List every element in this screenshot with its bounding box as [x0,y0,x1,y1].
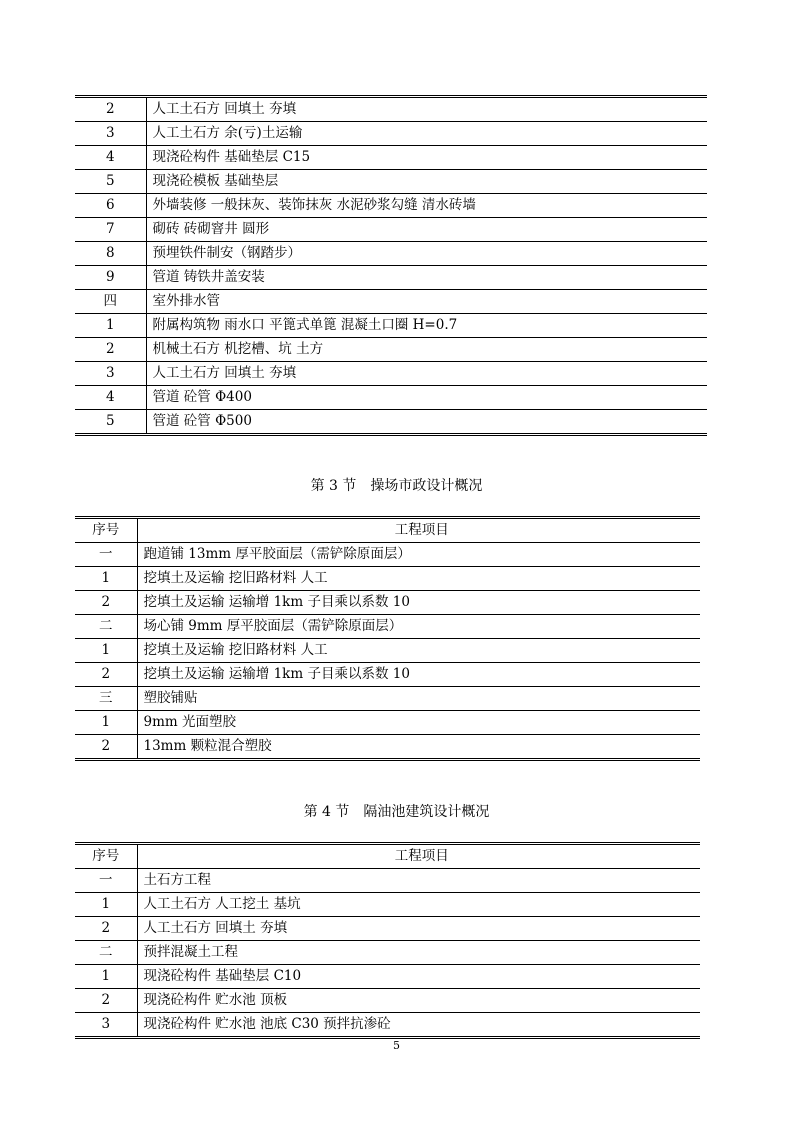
row-item: 13mm 颗粒混合塑胶 [137,735,700,760]
table-header-row [75,518,700,543]
row-seq: 3 [75,1013,137,1038]
row-seq: 5 [75,410,146,435]
row-seq: 二 [75,941,137,965]
row-item: 人工土石方 余(亏)土运输 [146,122,707,146]
row-item: 机械土石方 机挖槽、坑 土方 [146,338,707,362]
row-seq: 2 [75,989,137,1013]
row-item: 外墙装修 一般抹灰、装饰抹灰 水泥砂浆勾缝 清水砖墙 [146,194,707,218]
row-seq: 2 [75,97,146,122]
row-seq: 1 [75,965,137,989]
table-row [75,1013,700,1038]
row-item: 9mm 光面塑胶 [137,711,700,735]
row-item: 预埋铁件制安（钢踏步） [146,242,707,266]
row-item: 管道 铸铁井盖安装 [146,266,707,290]
row-seq: 7 [75,218,146,242]
header-seq: 序号 [75,844,137,869]
row-seq: 1 [75,893,137,917]
header-item: 工程项目 [137,518,700,543]
section-3-title: 第 3 节 操场市政设计概况 [310,478,483,494]
table-row [75,965,700,989]
row-seq: 2 [75,917,137,941]
table-row [75,170,707,194]
row-item: 挖填土及运输 运输增 1km 子目乘以系数 10 [137,663,700,687]
table-row [75,266,707,290]
header-seq: 序号 [75,518,137,543]
row-seq: 2 [75,338,146,362]
table-row [75,146,707,170]
table-row [75,122,707,146]
table-row [75,893,700,917]
row-item: 挖填土及运输 挖旧路材料 人工 [137,639,700,663]
table-row [75,639,700,663]
table-row [75,97,707,122]
row-item: 人工土石方 回填土 夯填 [146,362,707,386]
row-seq: 9 [75,266,146,290]
row-seq: 8 [75,242,146,266]
table-row [75,362,707,386]
oil-separator-items-table [75,842,700,1039]
row-seq: 1 [75,314,146,338]
table-row [75,543,700,567]
row-seq: 四 [75,290,146,314]
table-row [75,386,707,410]
table-row [75,663,700,687]
page-number: 5 [393,1039,400,1052]
table-row [75,869,700,893]
header-item: 工程项目 [137,844,700,869]
row-item: 室外排水管 [146,290,707,314]
row-item: 现浇砼构件 基础垫层 C15 [146,146,707,170]
row-seq: 1 [75,711,137,735]
row-item: 挖填土及运输 挖旧路材料 人工 [137,567,700,591]
table-row [75,410,707,435]
table-header-row [75,844,700,869]
row-item: 跑道铺 13mm 厚平胶面层（需铲除原面层） [137,543,700,567]
table-row [75,711,700,735]
row-seq: 一 [75,869,137,893]
row-seq: 4 [75,386,146,410]
row-item: 附属构筑物 雨水口 平篦式单篦 混凝土口圈 H=0.7 [146,314,707,338]
drainage-items-table [75,95,707,436]
row-seq: 1 [75,567,137,591]
row-seq: 6 [75,194,146,218]
section-4-title: 第 4 节 隔油池建筑设计概况 [303,804,490,820]
table-row [75,567,700,591]
row-item: 管道 砼管 Φ400 [146,386,707,410]
row-item: 场心铺 9mm 厚平胶面层（需铲除原面层） [137,615,700,639]
table-row [75,989,700,1013]
row-item: 土石方工程 [137,869,700,893]
table-row [75,242,707,266]
row-seq: 三 [75,687,137,711]
row-seq: 2 [75,735,137,760]
row-item: 管道 砼管 Φ500 [146,410,707,435]
row-item: 挖填土及运输 运输增 1km 子目乘以系数 10 [137,591,700,615]
table-row [75,314,707,338]
row-item: 塑胶铺贴 [137,687,700,711]
table-row [75,941,700,965]
table-row [75,591,700,615]
row-item: 人工土石方 人工挖土 基坑 [137,893,700,917]
table-row [75,194,707,218]
row-seq: 2 [75,663,137,687]
row-seq: 4 [75,146,146,170]
table-row [75,338,707,362]
row-item: 现浇砼模板 基础垫层 [146,170,707,194]
row-seq: 一 [75,543,137,567]
table-row [75,917,700,941]
row-item: 现浇砼构件 贮水池 顶板 [137,989,700,1013]
row-seq: 2 [75,591,137,615]
table-row [75,218,707,242]
row-seq: 二 [75,615,137,639]
table-row [75,735,700,760]
row-item: 预拌混凝土工程 [137,941,700,965]
row-item: 人工土石方 回填土 夯填 [146,97,707,122]
row-seq: 1 [75,639,137,663]
row-item: 人工土石方 回填土 夯填 [137,917,700,941]
table-row [75,687,700,711]
row-item: 砌砖 砖砌窨井 圆形 [146,218,707,242]
row-seq: 3 [75,122,146,146]
row-seq: 3 [75,362,146,386]
table-row [75,290,707,314]
row-seq: 5 [75,170,146,194]
row-item: 现浇砼构件 贮水池 池底 C30 预拌抗渗砼 [137,1013,700,1038]
row-item: 现浇砼构件 基础垫层 C10 [137,965,700,989]
table-row [75,615,700,639]
playground-items-table [75,516,700,761]
